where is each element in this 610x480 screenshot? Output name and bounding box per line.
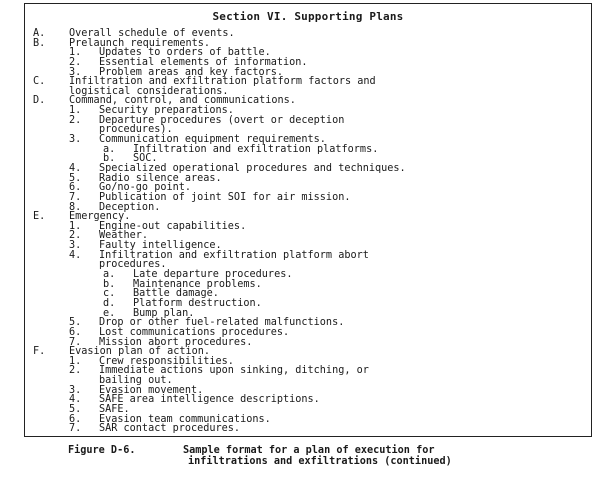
outline-marker: 3.: [69, 66, 82, 78]
outline-marker: 7.: [69, 191, 82, 203]
caption-line-2: infiltrations and exfiltrations (continued): [188, 455, 452, 467]
outline-marker: 2.: [69, 114, 82, 126]
outline-marker: 7.: [69, 423, 82, 435]
outline-marker: 1.: [69, 47, 82, 59]
outline-item: [33, 270, 585, 280]
outline-marker: 1.: [69, 105, 82, 117]
outline-marker: 4.: [69, 394, 82, 406]
outline-marker: c.: [103, 288, 116, 300]
outline-item: [33, 424, 585, 434]
outline-item: [33, 260, 585, 270]
outline-marker: 3.: [69, 384, 82, 396]
outline-text: Departure procedures (overt or deception: [99, 114, 345, 126]
outline-item: [33, 299, 585, 309]
outline-text: Prelaunch requirements.: [69, 37, 211, 49]
outline-marker: E.: [33, 211, 46, 223]
outline-marker: 2.: [69, 56, 82, 68]
outline-text: Updates to orders of battle.: [99, 47, 271, 59]
outline-text: Evasion team communications.: [99, 413, 271, 425]
outline-marker: b.: [103, 278, 116, 290]
outline-marker: b.: [103, 153, 116, 165]
outline-marker: 7.: [69, 336, 82, 348]
outline-text: Communication equipment requirements.: [99, 134, 326, 146]
outline-text: Evasion movement.: [99, 384, 204, 396]
outline-text: Security preparations.: [99, 105, 234, 117]
outline-text: Drop or other fuel-related malfunctions.: [99, 317, 345, 329]
outline-text: Crew responsibilities.: [99, 355, 234, 367]
outline-marker: F.: [33, 346, 46, 358]
outline-text: Mission abort procedures.: [99, 336, 253, 348]
outline-marker: B.: [33, 37, 46, 49]
outline-marker: 8.: [69, 201, 82, 213]
outline-text: logistical considerations.: [69, 85, 229, 97]
outline-text: Bump plan.: [133, 307, 195, 319]
outline-text: SAR contact procedures.: [99, 423, 241, 435]
outline-text: Overall schedule of events.: [69, 28, 235, 39]
outline-text: procedures).: [99, 124, 173, 136]
outline-marker: 2.: [69, 365, 82, 377]
outline-marker: 3.: [69, 134, 82, 146]
outline-marker: 4.: [69, 249, 82, 261]
outline-text: SAFE.: [99, 403, 130, 415]
outline-text: Command, control, and communications.: [69, 95, 296, 107]
outline-marker: C.: [33, 76, 46, 88]
outline-marker: 5.: [69, 317, 82, 329]
outline-text: Radio silence areas.: [99, 172, 222, 184]
outline-text: bailing out.: [99, 375, 173, 387]
outline-marker: 6.: [69, 413, 82, 425]
document-frame: [24, 3, 592, 437]
outline-text: Essential elements of information.: [99, 56, 308, 68]
outline-text: Maintenance problems.: [133, 278, 262, 290]
outline-text: Emergency.: [69, 211, 131, 223]
outline-text: Infiltration and exfiltration platforms.: [133, 143, 379, 155]
caption-line-1: Sample format for a plan of execution for: [183, 445, 435, 456]
outline-marker: a.: [103, 143, 116, 155]
outline-text: Go/no-go point.: [99, 182, 192, 194]
outline-marker: 4.: [69, 162, 82, 174]
outline-marker: 5.: [69, 403, 82, 415]
outline-text: Deception.: [99, 201, 161, 213]
outline-text: Infiltration and exfiltration platform abort: [99, 249, 369, 261]
outline-marker: 1.: [69, 355, 82, 367]
outline-text: Specialized operational procedures and techniques.: [99, 162, 406, 174]
outline-text: SAFE area intelligence descriptions.: [99, 394, 320, 406]
outline-text: procedures.: [99, 259, 167, 271]
outline-marker: A.: [33, 28, 46, 39]
outline-text: Problem areas and key factors.: [99, 66, 284, 78]
outline-text: Engine-out capabilities.: [99, 220, 247, 232]
outline-text: Lost communications procedures.: [99, 326, 290, 338]
outline-item: [33, 145, 585, 155]
outline-marker: 5.: [69, 172, 82, 184]
outline-marker: 3.: [69, 240, 82, 252]
outline-text: Immediate actions upon sinking, ditching, or: [99, 365, 369, 377]
outline-text: Infiltration and exfiltration platform factors and: [69, 76, 376, 88]
outline-marker: e.: [103, 307, 116, 319]
outline-text: SOC.: [133, 153, 158, 165]
outline-text: Faulty intelligence.: [99, 240, 222, 252]
outline-text: Platform destruction.: [133, 297, 262, 309]
outline-marker: 6.: [69, 326, 82, 338]
figure-number: Figure D-6.: [68, 445, 136, 456]
outline-item: [33, 289, 585, 299]
outline-list: [33, 29, 585, 434]
outline-text: Publication of joint SOI for air mission.: [99, 191, 351, 203]
outline-text: Evasion plan of action.: [69, 346, 211, 358]
outline-marker: D.: [33, 95, 46, 107]
outline-marker: 6.: [69, 182, 82, 194]
outline-marker: d.: [103, 297, 116, 309]
section-title: Section VI. Supporting Plans: [212, 10, 404, 23]
outline-marker: 1.: [69, 220, 82, 232]
outline-item: [33, 280, 585, 290]
outline-marker: a.: [103, 269, 116, 281]
outline-text: Weather.: [99, 230, 149, 242]
outline-text: Late departure procedures.: [133, 269, 293, 281]
outline-marker: 2.: [69, 230, 82, 242]
outline-text: Battle damage.: [133, 288, 219, 300]
